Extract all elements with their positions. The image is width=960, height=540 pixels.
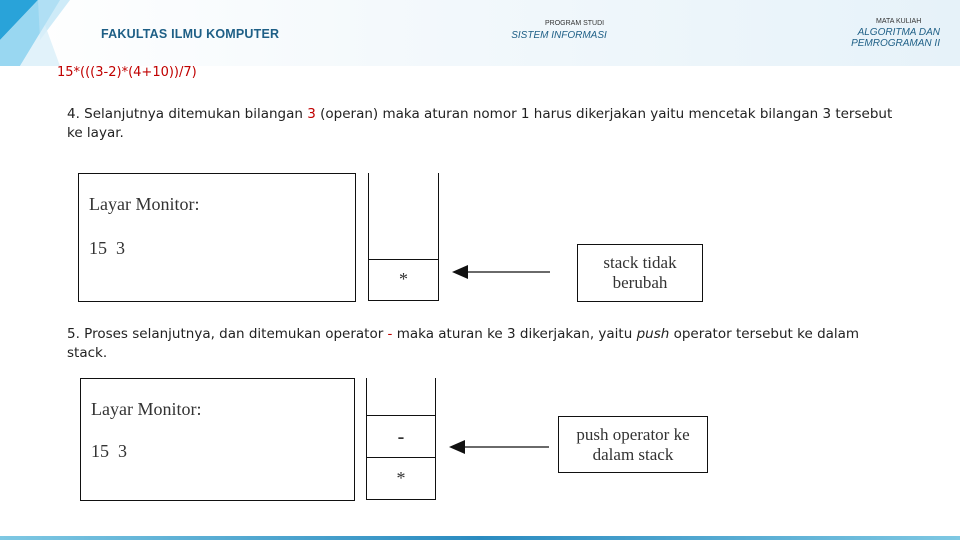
- course-name-line1: ALGORITMA DAN: [857, 27, 940, 38]
- expression-post: -2)*(4+10))/7): [103, 65, 197, 80]
- course-label: MATA KULIAH: [876, 18, 922, 25]
- expression-pre: 15*(((: [57, 65, 96, 80]
- step5-stack-item-bottom: *: [367, 457, 435, 500]
- step4-arrow-icon: [450, 262, 552, 282]
- faculty-name: FAKULTAS ILMU KOMPUTER: [101, 27, 280, 41]
- step5-text-pre: 5. Proses selanjutnya, dan ditemukan operator: [67, 326, 388, 342]
- step4-monitor-box: [78, 173, 356, 302]
- expression: [57, 65, 197, 80]
- step4-note-line1: stack tidak: [603, 253, 677, 272]
- step5-note-box: [558, 416, 708, 473]
- step5-note-line1: push operator ke: [576, 425, 690, 444]
- step5-italic: push: [636, 326, 670, 342]
- step5-monitor-title: Layar Monitor:: [91, 399, 202, 419]
- step4-monitor-title: Layar Monitor:: [89, 194, 200, 214]
- course-name: [820, 27, 940, 49]
- step4-stack-item: *: [369, 259, 438, 301]
- step5-note: [559, 425, 707, 465]
- step5-arrow-icon: [447, 437, 551, 457]
- step5-text-mid: maka aturan ke 3 dikerjakan, yaitu: [392, 326, 637, 342]
- step4-monitor-output: 15 3: [89, 238, 125, 258]
- step5-stack: [366, 378, 436, 500]
- program-label: PROGRAM STUDI: [545, 20, 605, 27]
- step5-highlight: -: [387, 326, 393, 342]
- step4-note-line2: berubah: [612, 273, 668, 292]
- step5-monitor-output: 15 3: [91, 441, 127, 461]
- step4-note-box: [577, 244, 703, 302]
- step4-paragraph: [67, 105, 897, 143]
- decorative-triangles-logo: [0, 0, 90, 66]
- footer-bar: [0, 536, 960, 540]
- step5-monitor-box: [80, 378, 355, 501]
- step5-note-line2: dalam stack: [592, 445, 674, 464]
- step5-stack-item-top: -: [367, 415, 435, 458]
- expression-highlight: 3: [95, 65, 104, 80]
- step4-highlight: 3: [307, 106, 316, 122]
- program-name: SISTEM INFORMASI: [511, 30, 607, 41]
- step4-text-pre: 4. Selanjutnya ditemukan bilangan: [67, 106, 308, 122]
- course-name-line2: PEMROGRAMAN II: [851, 38, 940, 49]
- step4-text-post: (operan) maka aturan nomor 1 harus dikerjakan yaitu mencetak bilangan 3 tersebut ke layar.: [67, 106, 893, 141]
- step4-stack: [368, 173, 439, 301]
- step4-note: [578, 253, 702, 293]
- slide-header: [0, 0, 960, 66]
- step5-paragraph: [67, 325, 897, 363]
- step5-text-post: operator tersebut ke dalam stack.: [67, 326, 860, 361]
